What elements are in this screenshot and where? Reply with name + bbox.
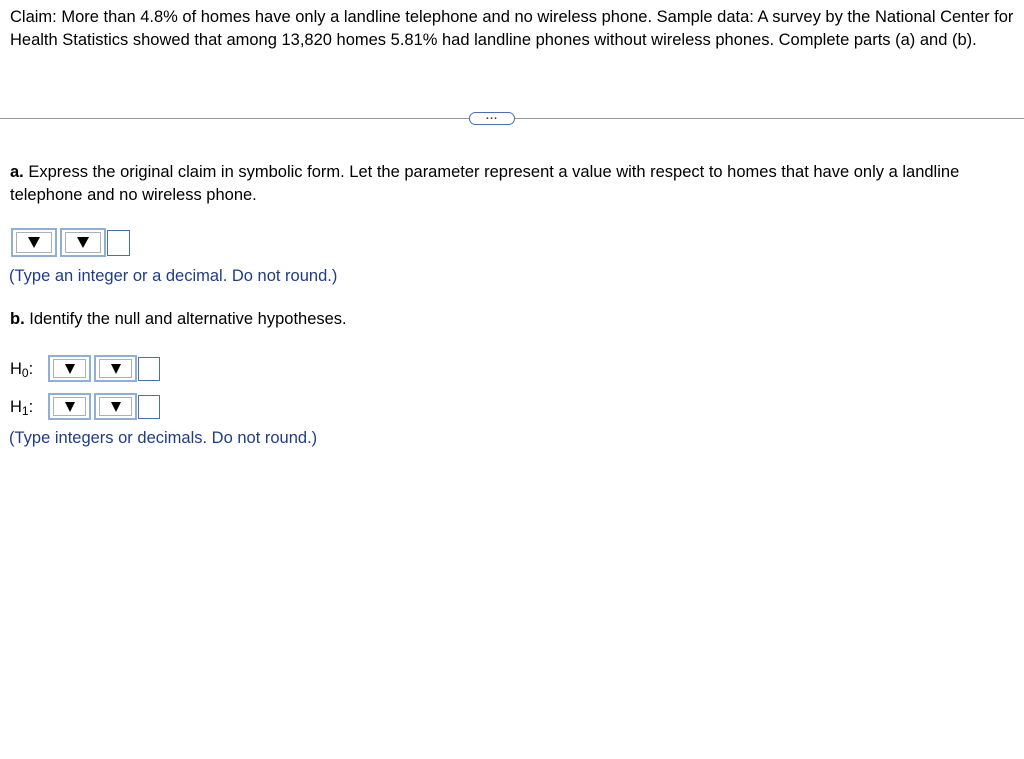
h1-value-input[interactable] xyxy=(138,395,160,419)
part-a-value-input[interactable] xyxy=(107,230,130,256)
triangle-down-icon xyxy=(65,402,75,412)
part-a-answer-row xyxy=(11,228,130,257)
part-a-parameter-select[interactable] xyxy=(11,228,57,257)
part-b-question xyxy=(10,309,347,329)
part-a-text: Express the original claim in symbolic form. Let the parameter represent a value with respect to homes that have only a landline telephone and no wireless phone. xyxy=(10,163,960,204)
part-b-hint: (Type integers or decimals. Do not round.) xyxy=(9,429,318,447)
part-a-question xyxy=(10,161,1018,207)
part-a-label: a. xyxy=(10,163,24,181)
triangle-down-icon xyxy=(65,364,75,374)
ellipsis-icon: ... xyxy=(485,110,499,122)
part-a-hint: (Type an integer or a decimal. Do not round.) xyxy=(9,267,338,285)
triangle-down-icon xyxy=(111,364,121,374)
h1-label: $H_1$: xyxy=(10,398,34,418)
h1-parameter-select[interactable] xyxy=(48,393,91,420)
h0-parameter-select[interactable] xyxy=(48,355,91,382)
triangle-down-icon xyxy=(28,237,40,248)
more-button[interactable] xyxy=(469,112,515,125)
h1-answer-row xyxy=(48,393,160,420)
part-b-label: b. xyxy=(10,310,25,328)
h0-value-input[interactable] xyxy=(138,357,160,381)
part-b-text: Identify the null and alternative hypotheses. xyxy=(29,310,347,328)
h0-operator-select[interactable] xyxy=(94,355,137,382)
h1-operator-select[interactable] xyxy=(94,393,137,420)
part-a-operator-select[interactable] xyxy=(60,228,106,257)
claim-text: Claim: More than 4.8% of homes have only a landline telephone and no wireless phone. Sample data: A survey by the National Center for Health Statistics showed that among 13,820 homes 5.81% had landline phones without wireless phones. Complete parts (a) and (b). xyxy=(10,8,1014,49)
h0-answer-row xyxy=(48,355,160,382)
triangle-down-icon xyxy=(111,402,121,412)
h0-label: $H_0$: xyxy=(10,360,34,380)
triangle-down-icon xyxy=(77,237,89,248)
